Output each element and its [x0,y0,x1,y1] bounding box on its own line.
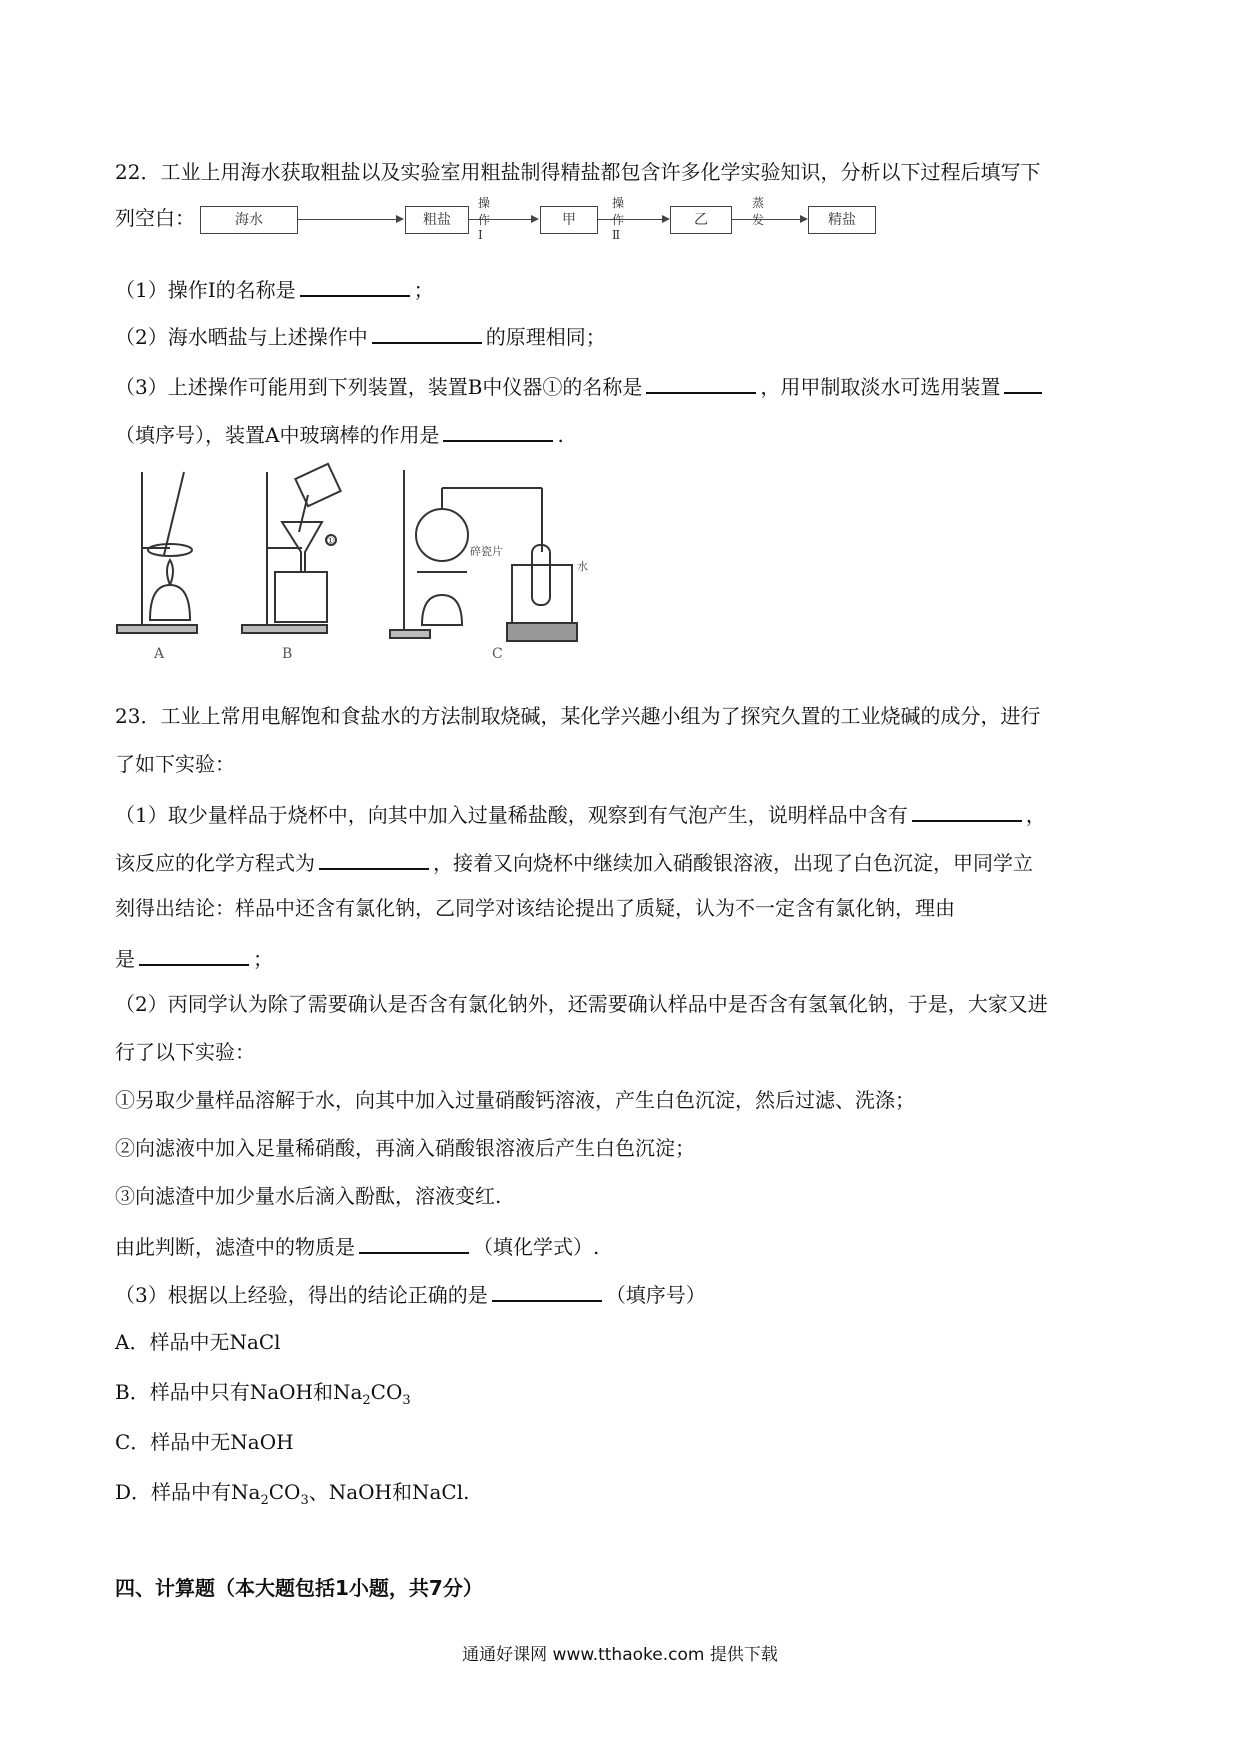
apparatus-figure [112,460,672,660]
section-heading: 四、计算题（本大题包括1小题，共7分） [115,1576,483,1600]
q22-part1 [115,275,434,302]
flow-label-evaporate: 蒸发 [752,196,765,227]
q23-part2-line2: 行了以下实验： [115,1040,255,1064]
option-c: C．样品中无NaOH [115,1430,294,1454]
q23-p1-comma: ， [1025,803,1046,827]
flow-box-jia: 甲 [540,206,598,234]
option-d-sub2: 3 [300,1493,309,1508]
q23-p1-text3: ，接着又向烧杯中继续加入硝酸银溶液，出现了白色沉淀，甲同学立 [433,851,1033,875]
stand-base-a [117,625,197,633]
q23-p1-text2: 该反应的化学方程式为 [115,851,315,875]
q23-p1-end: ； [253,947,273,971]
q23-judge-text: 由此判断，滤渣中的物质是 [115,1235,355,1259]
answer-blank[interactable] [1004,372,1042,394]
q22-p2-end: 的原理相同； [485,325,606,349]
option-b-co: CO [370,1380,403,1404]
q23-line1: 23．工业上常用电解饱和食盐水的方法制取烧碱，某化学兴趣小组为了探究久置的工业烧碱的成分，进行 [115,704,1041,728]
test-tube [532,545,550,605]
flow-box-yi: 乙 [670,206,732,234]
page-footer: 通通好课网 www.tthaoke.com 提供下载 [462,1645,778,1665]
option-a: A．样品中无NaCl [115,1330,281,1354]
q23-judge-end: （填化学式）. [473,1235,600,1259]
q22-line1: 22．工业上用海水获取粗盐以及实验室用粗盐制得精盐都包含许多化学实验知识，分析以下过程后填写下 [115,160,1041,184]
option-d [115,1480,469,1513]
q23-part1-line3: 刻得出结论：样品中还含有氯化钠，乙同学对该结论提出了质疑，认为不一定含有氯化钠，理由 [115,896,955,920]
q22-p2-text: （2）海水晒盐与上述操作中 [115,325,368,349]
q22-p3-text: （3）上述操作可能用到下列装置，装置B中仪器①的名称是 [115,375,643,399]
q23-p1-text4: 是 [115,947,135,971]
answer-blank[interactable] [646,372,756,394]
beaker-b [275,572,327,622]
figure-label-c: C [492,646,503,660]
q23-part3 [115,1280,706,1307]
flow-box-seawater: 海水 [200,206,298,234]
alcohol-lamp-c [422,595,462,625]
glass-rod-b [299,495,308,532]
answer-blank[interactable] [300,275,410,297]
q23-step3: ③向滤渣中加少量水后滴入酚酞，溶液变红. [115,1184,502,1208]
q23-p3-text: （3）根据以上经验，得出的结论正确的是 [115,1283,488,1307]
stand-base-c [390,630,430,638]
answer-blank[interactable] [912,800,1022,822]
q23-step2: ②向滤液中加入足量稀硝酸，再滴入硝酸银溶液后产生白色沉淀； [115,1136,695,1160]
q22-part2 [115,322,606,349]
answer-blank[interactable] [319,848,429,870]
option-d-co: CO [268,1480,301,1504]
q22-part3-line2 [115,420,564,447]
option-b-sub2: 3 [402,1393,411,1408]
q23-p1-text: （1）取少量样品于烧杯中，向其中加入过量稀盐酸，观察到有气泡产生，说明样品中含有 [115,803,908,827]
cold-water-beaker [512,565,572,623]
annot-water: 水 [577,560,588,573]
flow-box-fine-salt: 精盐 [808,206,876,234]
option-b [115,1380,411,1413]
wooden-block [507,623,577,641]
answer-blank[interactable] [492,1280,602,1302]
q23-line2: 了如下实验： [115,752,235,776]
flow-box-crude-salt: 粗盐 [405,206,469,234]
q22-part3-line1 [115,372,1046,399]
answer-blank[interactable] [359,1232,469,1254]
distilling-flask [416,509,468,561]
q23-part1-line2 [115,848,1033,875]
annot-porcelain: 碎瓷片 [470,545,503,558]
option-b-text: B．样品中只有NaOH和Na [115,1380,363,1404]
q22-p1-text: （1）操作Ⅰ的名称是 [115,278,296,302]
q22-line2: 列空白： [115,206,195,230]
flame-a [167,560,173,585]
annot-1: ① [326,536,335,547]
flow-arrow-3 [598,219,668,220]
q23-part2-line1: （2）丙同学认为除了需要确认是否含有氯化钠外，还需要确认样品中是否含有氢氧化钠，于是，大家又进 [115,992,1048,1016]
answer-blank[interactable] [139,944,249,966]
q23-p3-end: （填序号） [605,1283,706,1307]
flow-arrow-4 [732,219,806,220]
flow-label-op2: 操作Ⅱ [612,196,625,242]
flow-label-op1: 操作Ⅰ [478,196,491,242]
q22-p3-text2: （填序号），装置A中玻璃棒的作用是 [115,423,440,447]
alcohol-lamp-a [150,585,190,620]
answer-blank[interactable] [443,420,553,442]
q22-p3-mid: ，用甲制取淡水可选用装置 [760,375,1001,399]
stand-base-b [242,625,327,633]
flow-arrow-1 [298,219,402,220]
figure-label-b: B [282,646,293,660]
answer-blank[interactable] [372,322,482,344]
option-d-end: 、NaOH和NaCl. [308,1480,470,1504]
glass-rod-a [164,472,184,555]
q23-part1-line1 [115,800,1046,827]
q23-judge [115,1232,599,1259]
q22-p3-end: . [557,423,564,447]
figure-label-a: A [154,646,165,660]
option-b-sub1: 2 [362,1393,371,1408]
option-d-text: D．样品中有Na [115,1480,261,1504]
evaporating-dish [148,544,192,556]
option-d-sub1: 2 [260,1493,269,1508]
q22-p1-end: ； [413,278,434,302]
q23-part1-line4 [115,944,273,971]
q23-step1: ①另取少量样品溶解于水，向其中加入过量硝酸钙溶液，产生白色沉淀，然后过滤、洗涤； [115,1088,915,1112]
pouring-beaker [295,464,340,506]
